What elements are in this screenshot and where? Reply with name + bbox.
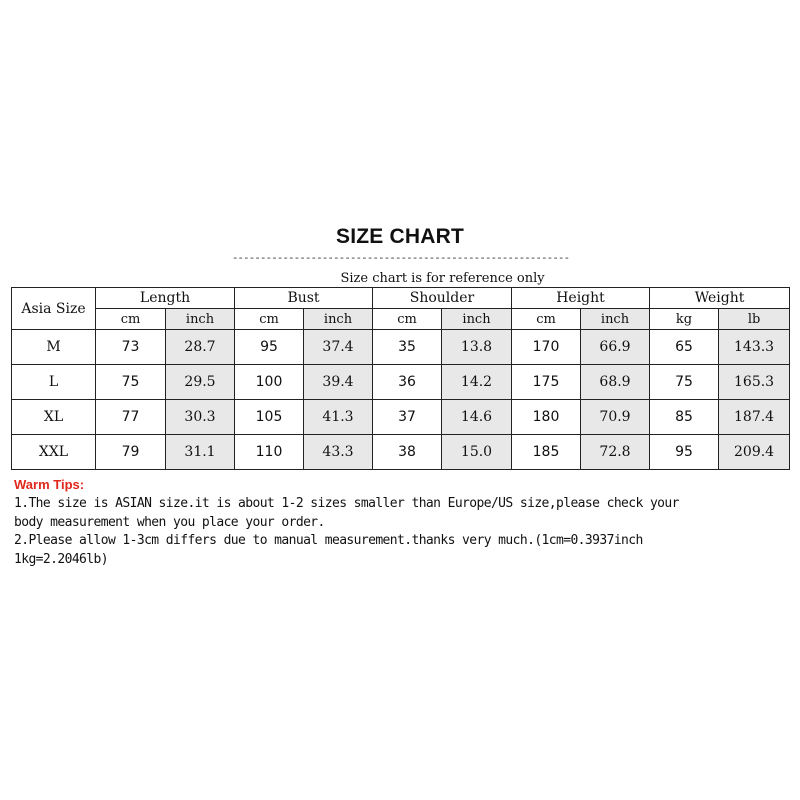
table-cell: 28.7 [166, 330, 235, 365]
unit-cell: inch [581, 309, 650, 330]
unit-row [12, 309, 790, 330]
table-cell: 66.9 [581, 330, 650, 365]
table-cell: 36 [373, 365, 442, 400]
size-label: XL [12, 400, 96, 435]
table-cell: 105 [235, 400, 304, 435]
table-cell: 85 [650, 400, 719, 435]
table-cell: 175 [512, 365, 581, 400]
table-row [12, 365, 790, 400]
table-cell: 209.4 [719, 435, 790, 470]
note-row [12, 270, 790, 288]
table-cell: 165.3 [719, 365, 790, 400]
table-cell: 100 [235, 365, 304, 400]
table-cell: 185 [512, 435, 581, 470]
shoulder-header: Shoulder [373, 288, 512, 309]
unit-cell: inch [442, 309, 512, 330]
size-chart-table [11, 270, 790, 470]
table-cell: 14.6 [442, 400, 512, 435]
table-cell: 37.4 [304, 330, 373, 365]
tip-line: 1.The size is ASIAN size.it is about 1-2 sizes smaller than Europe/US size,please check your [14, 496, 679, 511]
table-cell: 70.9 [581, 400, 650, 435]
table-cell: 35 [373, 330, 442, 365]
warm-tips-heading: Warm Tips: [14, 477, 85, 492]
weight-header: Weight [650, 288, 790, 309]
unit-cell: inch [166, 309, 235, 330]
size-label: L [12, 365, 96, 400]
table-row [12, 330, 790, 365]
table-cell: 30.3 [166, 400, 235, 435]
title-divider: ------------------------------------------------------------ [231, 251, 570, 264]
header-group-row [12, 288, 790, 309]
table-cell: 14.2 [442, 365, 512, 400]
table-cell: 79 [96, 435, 166, 470]
table-cell: 37 [373, 400, 442, 435]
table-cell: 170 [512, 330, 581, 365]
unit-cell: cm [512, 309, 581, 330]
table-cell: 39.4 [304, 365, 373, 400]
table-cell: 68.9 [581, 365, 650, 400]
unit-cell: cm [96, 309, 166, 330]
table-cell: 72.8 [581, 435, 650, 470]
bust-header: Bust [235, 288, 373, 309]
table-row [12, 400, 790, 435]
table-cell: 38 [373, 435, 442, 470]
asia-size-header: Asia Size [12, 288, 96, 330]
table-cell: 43.3 [304, 435, 373, 470]
table-cell: 110 [235, 435, 304, 470]
table-cell: 75 [650, 365, 719, 400]
size-label: M [12, 330, 96, 365]
table-cell: 187.4 [719, 400, 790, 435]
tip-line: 2.Please allow 1-3cm differs due to manual measurement.thanks very much.(1cm=0.3937inch [14, 533, 643, 548]
table-cell: 31.1 [166, 435, 235, 470]
page-title: SIZE CHART [336, 225, 464, 248]
table-cell: 65 [650, 330, 719, 365]
table-cell: 95 [650, 435, 719, 470]
size-label: XXL [12, 435, 96, 470]
tip-line: body measurement when you place your order. [14, 514, 325, 530]
warm-tips-text [14, 495, 789, 569]
unit-cell: kg [650, 309, 719, 330]
unit-cell: cm [373, 309, 442, 330]
table-cell: 75 [96, 365, 166, 400]
unit-cell: inch [304, 309, 373, 330]
length-header: Length [96, 288, 235, 309]
table-row [12, 435, 790, 470]
table-cell: 29.5 [166, 365, 235, 400]
table-cell: 77 [96, 400, 166, 435]
height-header: Height [512, 288, 650, 309]
table-cell: 15.0 [442, 435, 512, 470]
table-cell: 41.3 [304, 400, 373, 435]
tip-line: 1kg=2.2046lb) [14, 551, 108, 567]
table-cell: 143.3 [719, 330, 790, 365]
table-cell: 73 [96, 330, 166, 365]
table-cell: 13.8 [442, 330, 512, 365]
unit-cell: lb [719, 309, 790, 330]
table-cell: 180 [512, 400, 581, 435]
reference-note: Size chart is for reference only [96, 270, 790, 288]
unit-cell: cm [235, 309, 304, 330]
table-cell: 95 [235, 330, 304, 365]
